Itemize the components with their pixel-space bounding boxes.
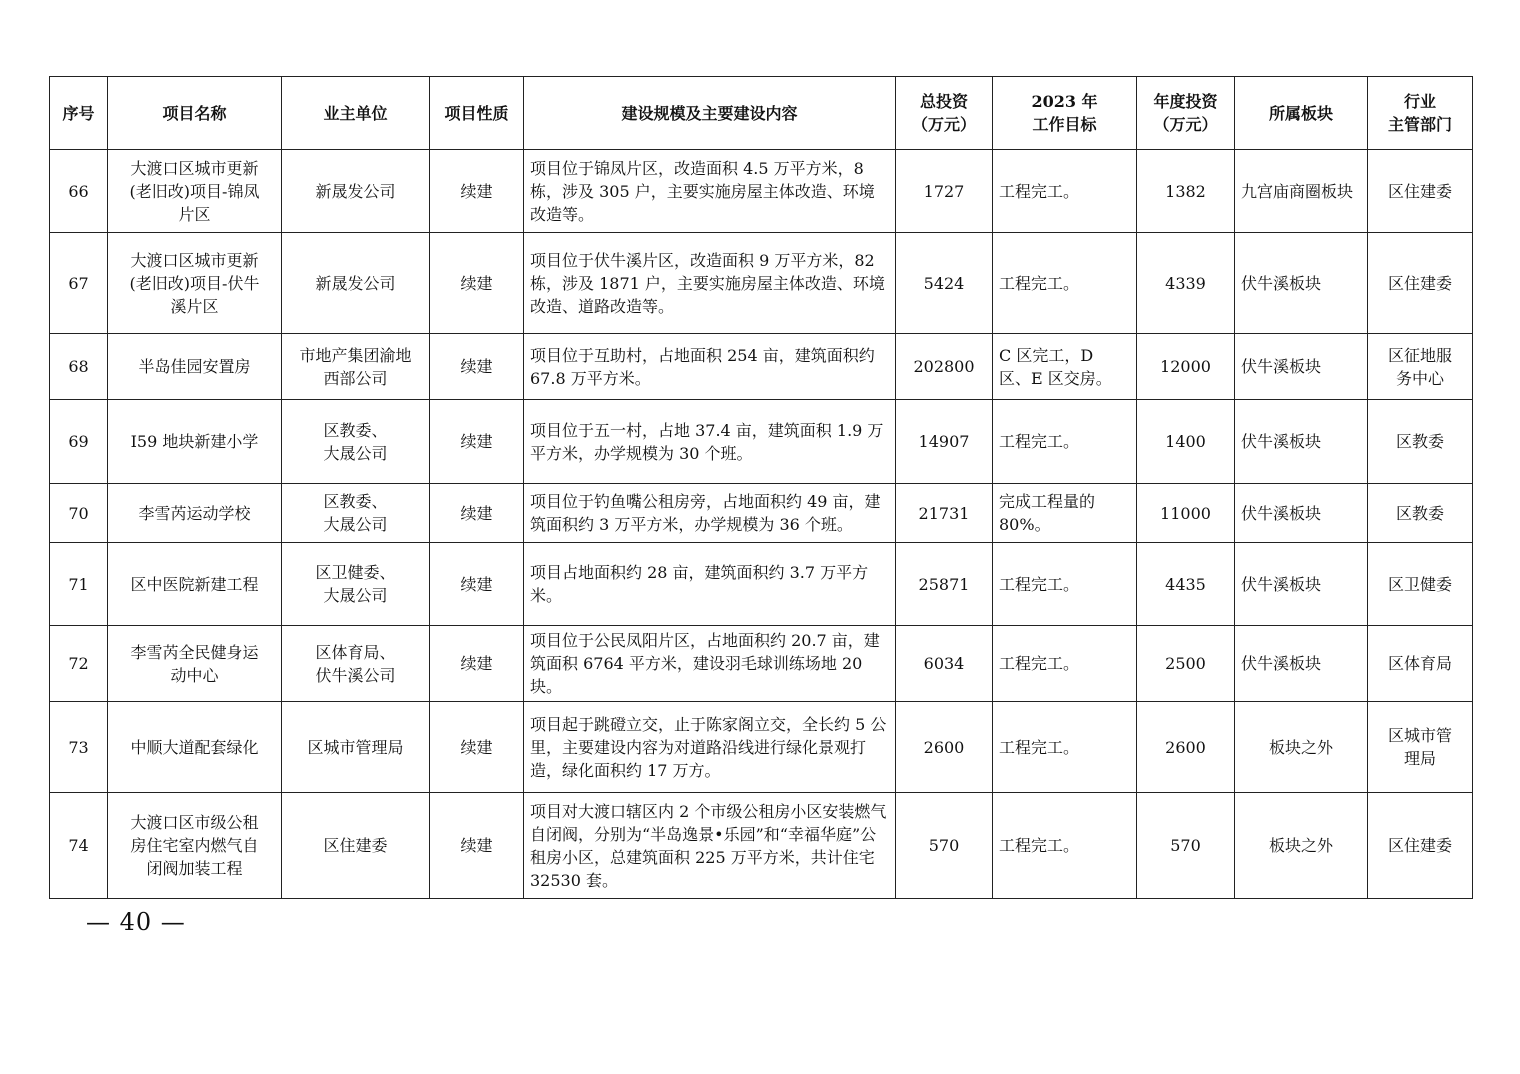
cell-sector: 板块之外 — [1235, 702, 1368, 793]
cell-annual-investment: 4339 — [1137, 233, 1235, 334]
cell-department: 区征地服 务中心 — [1368, 334, 1473, 400]
cell-department: 区住建委 — [1368, 150, 1473, 233]
cell-content: 项目位于钓鱼嘴公租房旁，占地面积约 49 亩，建筑面积约 3 万平方米，办学规模为 36 个班。 — [524, 484, 896, 543]
cell-nature: 续建 — [430, 793, 524, 899]
cell-department: 区卫健委 — [1368, 543, 1473, 626]
cell-nature: 续建 — [430, 334, 524, 400]
cell-department: 区教委 — [1368, 484, 1473, 543]
cell-sector: 伏牛溪板块 — [1235, 334, 1368, 400]
cell-project-name: 中顺大道配套绿化 — [108, 702, 282, 793]
cell-department: 区住建委 — [1368, 233, 1473, 334]
cell-nature: 续建 — [430, 484, 524, 543]
cell-sector: 伏牛溪板块 — [1235, 400, 1368, 484]
header-owner: 业主单位 — [282, 77, 430, 150]
cell-owner: 新晟发公司 — [282, 233, 430, 334]
cell-nature: 续建 — [430, 543, 524, 626]
cell-work-goal: 工程完工。 — [993, 626, 1137, 702]
cell-owner: 区教委、 大晟公司 — [282, 400, 430, 484]
cell-sector: 九宫庙商圈板块 — [1235, 150, 1368, 233]
cell-no: 69 — [50, 400, 108, 484]
cell-total-investment: 570 — [896, 793, 993, 899]
cell-total-investment: 14907 — [896, 400, 993, 484]
cell-content: 项目占地面积约 28 亩，建筑面积约 3.7 万平方米。 — [524, 543, 896, 626]
table-row — [50, 626, 1473, 702]
cell-no: 73 — [50, 702, 108, 793]
table-row — [50, 543, 1473, 626]
cell-annual-investment: 12000 — [1137, 334, 1235, 400]
cell-total-investment: 6034 — [896, 626, 993, 702]
project-table — [49, 76, 1473, 899]
cell-sector: 板块之外 — [1235, 793, 1368, 899]
cell-no: 74 — [50, 793, 108, 899]
cell-project-name: 大渡口区市级公租 房住宅室内燃气自 闭阀加装工程 — [108, 793, 282, 899]
table-row — [50, 400, 1473, 484]
header-content: 建设规模及主要建设内容 — [524, 77, 896, 150]
cell-owner: 区体育局、 伏牛溪公司 — [282, 626, 430, 702]
cell-nature: 续建 — [430, 150, 524, 233]
cell-work-goal: 完成工程量的 80%。 — [993, 484, 1137, 543]
cell-annual-investment: 1382 — [1137, 150, 1235, 233]
cell-no: 68 — [50, 334, 108, 400]
header-project-name: 项目名称 — [108, 77, 282, 150]
cell-project-name: 李雪芮运动学校 — [108, 484, 282, 543]
cell-annual-investment: 2600 — [1137, 702, 1235, 793]
cell-total-investment: 202800 — [896, 334, 993, 400]
cell-work-goal: 工程完工。 — [993, 702, 1137, 793]
header-total-investment: 总投资 （万元） — [896, 77, 993, 150]
cell-total-investment: 5424 — [896, 233, 993, 334]
cell-sector: 伏牛溪板块 — [1235, 484, 1368, 543]
cell-project-name: 李雪芮全民健身运 动中心 — [108, 626, 282, 702]
cell-nature: 续建 — [430, 233, 524, 334]
cell-project-name: 区中医院新建工程 — [108, 543, 282, 626]
cell-owner: 区卫健委、 大晟公司 — [282, 543, 430, 626]
header-department: 行业 主管部门 — [1368, 77, 1473, 150]
cell-total-investment: 2600 — [896, 702, 993, 793]
cell-no: 72 — [50, 626, 108, 702]
cell-no: 70 — [50, 484, 108, 543]
cell-no: 71 — [50, 543, 108, 626]
header-work-goal: 2023 年 工作目标 — [993, 77, 1137, 150]
table-row — [50, 702, 1473, 793]
cell-annual-investment: 11000 — [1137, 484, 1235, 543]
cell-content: 项目位于公民凤阳片区，占地面积约 20.7 亩，建筑面积 6764 平方米，建设羽毛球训练场地 20 块。 — [524, 626, 896, 702]
cell-annual-investment: 1400 — [1137, 400, 1235, 484]
cell-nature: 续建 — [430, 626, 524, 702]
cell-content: 项目位于锦凤片区，改造面积 4.5 万平方米，8 栋，涉及 305 户，主要实施房屋主体改造、环境改造等。 — [524, 150, 896, 233]
table-row — [50, 334, 1473, 400]
cell-work-goal: 工程完工。 — [993, 793, 1137, 899]
page-number: — 40 — — [86, 908, 186, 936]
cell-project-name: 半岛佳园安置房 — [108, 334, 282, 400]
cell-owner: 市地产集团渝地 西部公司 — [282, 334, 430, 400]
cell-owner: 区住建委 — [282, 793, 430, 899]
cell-annual-investment: 2500 — [1137, 626, 1235, 702]
cell-department: 区住建委 — [1368, 793, 1473, 899]
cell-content: 项目位于伏牛溪片区，改造面积 9 万平方米，82 栋，涉及 1871 户，主要实施房屋主体改造、环境改造、道路改造等。 — [524, 233, 896, 334]
cell-no: 66 — [50, 150, 108, 233]
cell-nature: 续建 — [430, 702, 524, 793]
header-sector: 所属板块 — [1235, 77, 1368, 150]
cell-total-investment: 25871 — [896, 543, 993, 626]
cell-work-goal: C 区完工，D 区、E 区交房。 — [993, 334, 1137, 400]
cell-content: 项目位于五一村，占地 37.4 亩，建筑面积 1.9 万平方米，办学规模为 30 个班。 — [524, 400, 896, 484]
header-nature: 项目性质 — [430, 77, 524, 150]
table-row — [50, 484, 1473, 543]
cell-department: 区城市管 理局 — [1368, 702, 1473, 793]
cell-content: 项目位于互助村，占地面积 254 亩，建筑面积约 67.8 万平方米。 — [524, 334, 896, 400]
cell-department: 区体育局 — [1368, 626, 1473, 702]
cell-department: 区教委 — [1368, 400, 1473, 484]
cell-owner: 新晟发公司 — [282, 150, 430, 233]
cell-work-goal: 工程完工。 — [993, 233, 1137, 334]
table-row — [50, 233, 1473, 334]
table-row — [50, 150, 1473, 233]
cell-project-name: 大渡口区城市更新 (老旧改)项目-锦凤 片区 — [108, 150, 282, 233]
cell-sector: 伏牛溪板块 — [1235, 626, 1368, 702]
cell-annual-investment: 570 — [1137, 793, 1235, 899]
cell-sector: 伏牛溪板块 — [1235, 543, 1368, 626]
cell-sector: 伏牛溪板块 — [1235, 233, 1368, 334]
cell-owner: 区城市管理局 — [282, 702, 430, 793]
table-header-row — [50, 77, 1473, 150]
cell-nature: 续建 — [430, 400, 524, 484]
cell-no: 67 — [50, 233, 108, 334]
cell-total-investment: 21731 — [896, 484, 993, 543]
cell-total-investment: 1727 — [896, 150, 993, 233]
cell-project-name: I59 地块新建小学 — [108, 400, 282, 484]
cell-content: 项目起于跳磴立交，止于陈家阁立交，全长约 5 公里，主要建设内容为对道路沿线进行绿化景观打造，绿化面积约 17 万方。 — [524, 702, 896, 793]
cell-work-goal: 工程完工。 — [993, 150, 1137, 233]
cell-work-goal: 工程完工。 — [993, 400, 1137, 484]
header-no: 序号 — [50, 77, 108, 150]
table-row — [50, 793, 1473, 899]
cell-content: 项目对大渡口辖区内 2 个市级公租房小区安装燃气自闭阀，分别为“半岛逸景•乐园”和“幸福华庭”公租房小区，总建筑面积 225 万平方米，共计住宅 32530 套。 — [524, 793, 896, 899]
cell-work-goal: 工程完工。 — [993, 543, 1137, 626]
cell-project-name: 大渡口区城市更新 (老旧改)项目-伏牛 溪片区 — [108, 233, 282, 334]
header-annual-investment: 年度投资 （万元） — [1137, 77, 1235, 150]
cell-owner: 区教委、 大晟公司 — [282, 484, 430, 543]
cell-annual-investment: 4435 — [1137, 543, 1235, 626]
